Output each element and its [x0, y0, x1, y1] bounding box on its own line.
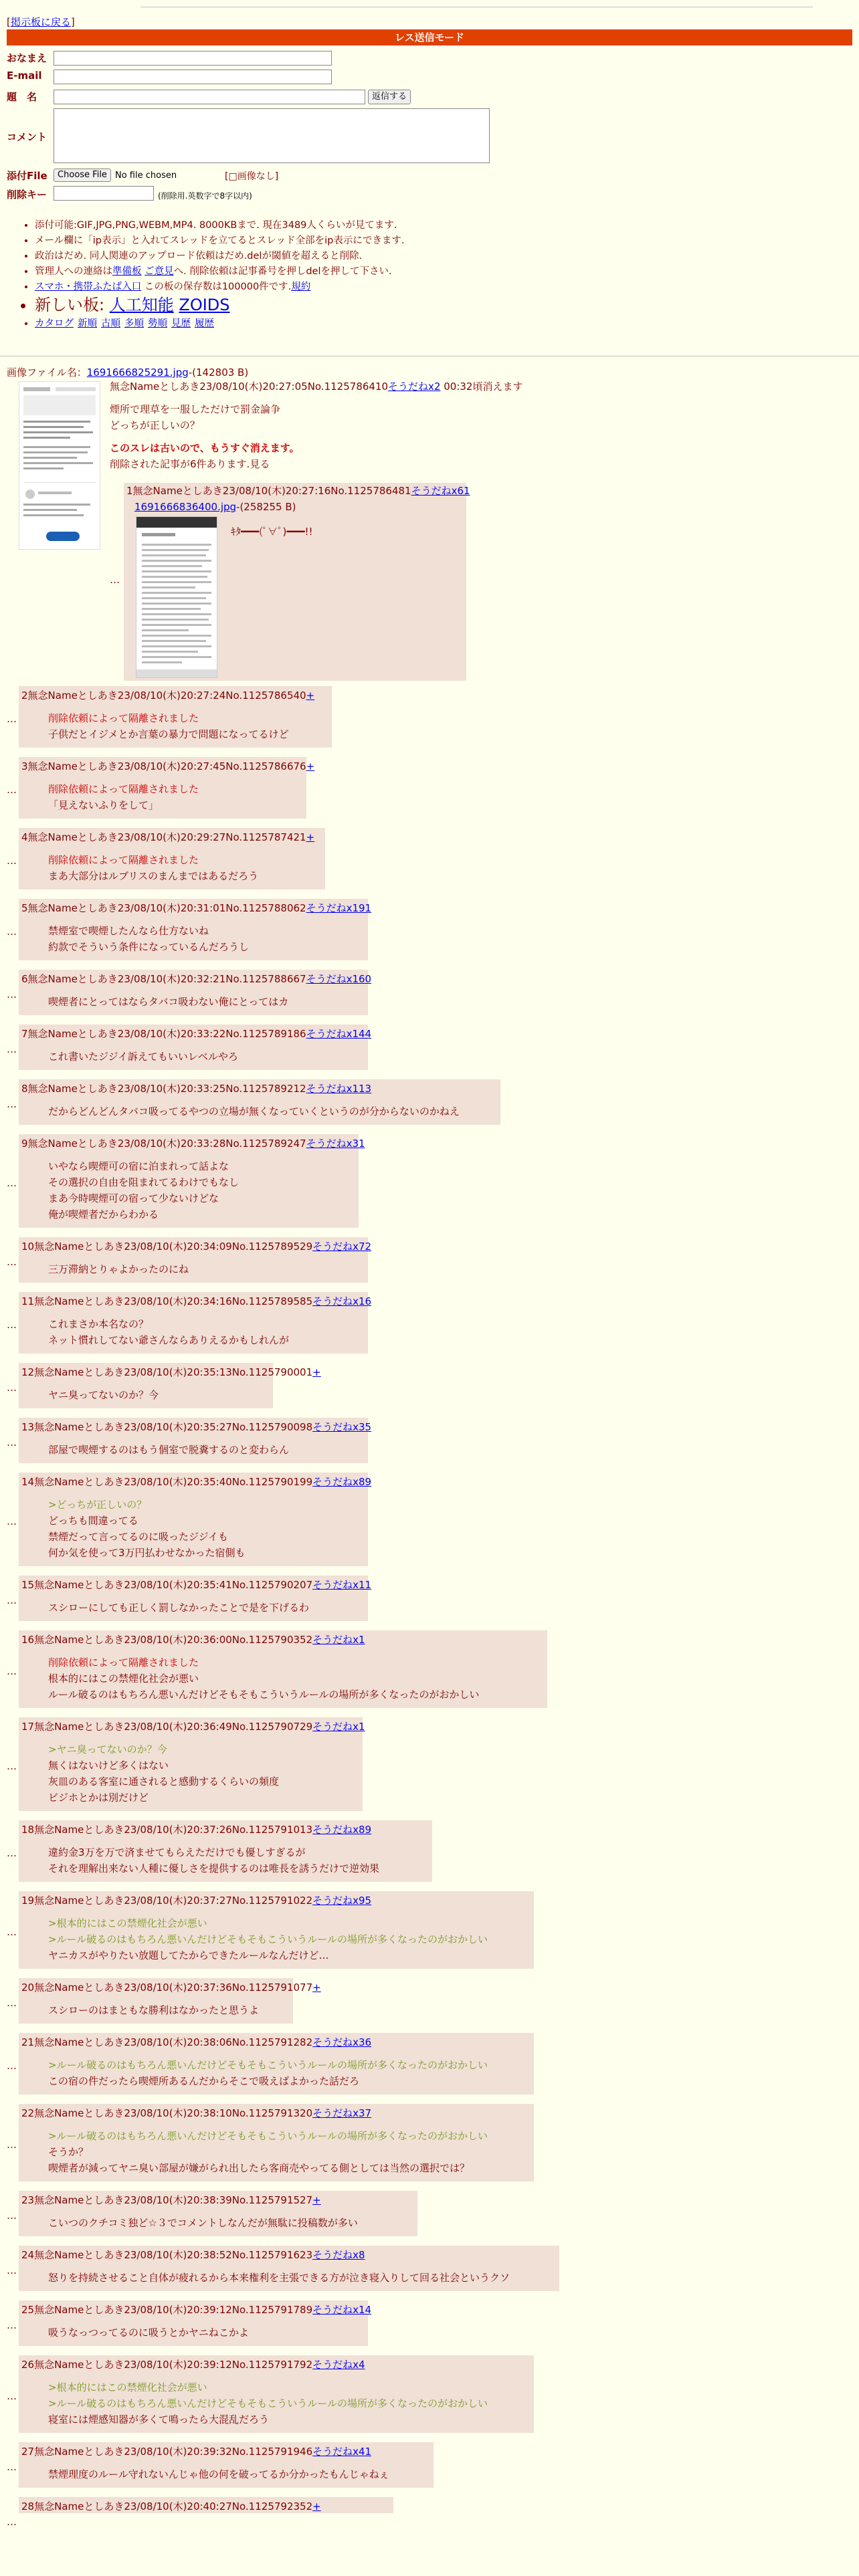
reply-line: 違約金3万を万で済ませてもらえただけでも優しすぎるが: [48, 1846, 306, 1858]
reply-line: これ書いたジジイ訴えてもいいレベルやろ: [48, 1051, 238, 1063]
reply-body: [48, 852, 322, 884]
new-board-item: • 新しい板: 人工知能 ZOIDS: [35, 295, 405, 316]
reply-header: 2無念Nameとしあき23/08/10(木)20:27:24No.1125786540+: [21, 689, 315, 702]
reply-line: ビジホとかは別だけど: [48, 1792, 149, 1804]
reply-header: 7無念Nameとしあき23/08/10(木)20:33:22No.1125789186そうだねx144: [21, 1028, 372, 1040]
reply-body: [48, 1915, 531, 1963]
no-image-checkbox[interactable]: [□画像なし]: [225, 171, 279, 182]
reply-body: [48, 2325, 365, 2341]
post-menu-icon[interactable]: …: [7, 1594, 17, 1606]
reply-line: 部屋で喫煙するのはもう個室で脱糞するのと変わらん: [48, 1444, 290, 1456]
reply-body: [48, 1261, 365, 1277]
reply-body: [48, 1600, 365, 1616]
reply-header: 21無念Nameとしあき23/08/10(木)20:38:06No.1125791282そうだねx36: [21, 2036, 372, 2048]
sort-new-link[interactable]: 新順: [78, 318, 97, 329]
sodane-button[interactable]: そうだねx113: [306, 1083, 372, 1095]
reply-header: 27無念Nameとしあき23/08/10(木)20:39:32No.1125791946そうだねx41: [21, 2446, 372, 2458]
reply-line: 俺が喫煙者だからわかる: [48, 1208, 159, 1220]
post-menu-icon[interactable]: …: [7, 2210, 17, 2222]
post-menu-icon[interactable]: …: [7, 2390, 17, 2402]
screenshot-thumbnail-icon: [136, 517, 217, 677]
reply-12: [19, 1363, 321, 1408]
op-line: どっちが正しいの？: [110, 419, 200, 431]
reply-10: [19, 1237, 372, 1283]
reply-14: [19, 1473, 372, 1566]
post-menu-icon[interactable]: …: [7, 1256, 17, 1268]
reply-16: [19, 1630, 547, 1708]
zoids-board-link[interactable]: ZOIDS: [179, 296, 230, 314]
reply-line: ヤニカスがやりたい放題してたからできたルールなんだけど…: [48, 1949, 329, 1961]
reply-body: [48, 994, 365, 1010]
rule-item: • 政治はだめ. 同人関連のアップロード依頼はだめ.delが閾値を超えると削除.: [35, 249, 405, 264]
reply-line: 禁煙だって言ってるのに吸ったジジイも: [48, 1531, 228, 1543]
op-sodane[interactable]: そうだねx2: [388, 381, 441, 393]
reply-header: 10無念Nameとしあき23/08/10(木)20:34:09No.1125789529そうだねx72: [21, 1241, 372, 1253]
reply-mode-bar: レス送信モード: [7, 29, 852, 45]
reply-file-link[interactable]: 1691666836400.jpg: [134, 501, 237, 513]
post-menu-icon[interactable]: …: [7, 1515, 17, 1527]
expire-warning: このスレは古いので、もうすぐ消えます。: [110, 442, 300, 454]
deleted-notice: 削除依頼によって隔離されました: [48, 1656, 199, 1669]
reply-21: [19, 2033, 534, 2095]
reply-line: 喫煙者にとってはならタバコ吸わない俺にとってはカ: [48, 996, 289, 1008]
reply-header: 24無念Nameとしあき23/08/10(木)20:38:52No.1125791623そうだねx8: [21, 2249, 365, 2261]
quote-line: >ルール破るのはもちろん悪いんだけどそもそもこういうルールの場所が多くなったのがおかしい: [48, 2130, 488, 2142]
post-menu-icon[interactable]: …: [7, 1043, 17, 1055]
reply-header: 25無念Nameとしあき23/08/10(木)20:39:12No.1125791789そうだねx14: [21, 2304, 372, 2316]
post-menu-icon[interactable]: …: [7, 1098, 17, 1110]
reply-line: 灰皿のある客室に通されると感動するくらいの頻度: [48, 1776, 280, 1788]
reply-body: [48, 1497, 365, 1561]
reply-line: 「見えないふりをして」: [48, 799, 159, 811]
sodane-button[interactable]: そうだねx191: [306, 902, 372, 914]
smartphone-link[interactable]: スマホ・携帯ふたば入口: [35, 282, 142, 292]
post-menu-icon[interactable]: …: [7, 2461, 17, 2473]
post-menu-icon[interactable]: …: [7, 1926, 17, 1938]
reply-line: 禁煙室で喫煙したんなら仕方ないね: [48, 925, 209, 937]
reply-line: 何か気を使って3万円払わせなかった宿側も: [48, 1547, 246, 1559]
reply-25: [19, 2300, 372, 2346]
reply-line: それを理解出来ない人種に優しさを提供するのは唯長を誘うだけで逆効果: [48, 1862, 380, 1874]
history-link[interactable]: 履歴: [195, 318, 214, 329]
sodane-button[interactable]: そうだねx41: [312, 2446, 372, 2458]
terms-link[interactable]: 規約: [291, 282, 311, 292]
sodane-button[interactable]: そうだねx14: [312, 2304, 372, 2316]
email-input[interactable]: [54, 70, 332, 84]
reply-body: [48, 2057, 531, 2089]
quote-line: >ルール破るのはもちろん悪いんだけどそもそもこういうルールの場所が多くなったのがおかしい: [48, 2397, 488, 2409]
reply-body: [48, 2128, 531, 2176]
file-label: 添付File: [7, 170, 47, 182]
reply-3: [19, 757, 315, 819]
reply-header: 4無念Nameとしあき23/08/10(木)20:29:27No.1125787421+: [21, 831, 315, 843]
quote-line: >根本的にはこの禁煙化社会が悪い: [48, 2381, 207, 2393]
post-menu-icon[interactable]: …: [7, 855, 17, 867]
name-label: おなまえ: [7, 52, 47, 64]
sort-momentum-link[interactable]: 勢順: [148, 318, 167, 329]
reply-header: 6無念Nameとしあき23/08/10(木)20:32:21No.1125788667そうだねx160: [21, 973, 372, 985]
name-input[interactable]: [54, 51, 332, 66]
quote-line: >根本的にはこの禁煙化社会が悪い: [48, 1917, 207, 1929]
reply-line: ネット慣れしてない爺さんならありえるかもしれんが: [48, 1334, 290, 1346]
reply-9: [19, 1134, 365, 1228]
post-menu-icon[interactable]: …: [7, 2139, 17, 2151]
sodane-button[interactable]: +: [306, 760, 315, 772]
reply-17: [19, 1717, 363, 1811]
reply-body: [48, 1442, 365, 1458]
post-menu-icon[interactable]: …: [7, 926, 17, 938]
rules-list: [35, 218, 405, 332]
rule-item: • 管理人への連絡は準備板 ご意見へ. 削除依頼は記事番号を押しdelを押して下さい.: [35, 264, 405, 280]
sort-many-link[interactable]: 多順: [124, 318, 144, 329]
file-status: No file chosen: [115, 171, 177, 181]
op-post: [110, 379, 779, 472]
reply-2: [19, 686, 332, 748]
sodane-button[interactable]: +: [306, 689, 315, 702]
reply-header: 11無念Nameとしあき23/08/10(木)20:34:16No.1125789585そうだねx16: [21, 1295, 372, 1307]
reply-header: 19無念Nameとしあき23/08/10(木)20:37:27No.1125791022そうだねx95: [21, 1895, 372, 1907]
reply-line: 禁煙理度のルール守れないんじゃ他の何を破ってるか分かったもんじゃねぇ: [48, 2468, 389, 2480]
reply-header: 18無念Nameとしあき23/08/10(木)20:37:26No.1125791013そうだねx89: [21, 1824, 372, 1836]
reply-line: 怒りを持続させること自体が疲れるから本来権利を主張できる方が泣き寝入りして回る社会というクソ: [48, 2272, 510, 2284]
reply-header: 20無念Nameとしあき23/08/10(木)20:37:36No.1125791077+: [21, 1981, 321, 1994]
reply-13: [19, 1418, 372, 1463]
reply-header: 13無念Nameとしあき23/08/10(木)20:35:27No.1125790098そうだねx35: [21, 1421, 372, 1433]
reply-file-info: 1691666836400.jpg-(258255 B): [134, 501, 296, 513]
post-menu-icon[interactable]: …: [7, 2264, 17, 2276]
reply-line: ヤニ臭ってないのか？今: [48, 1389, 159, 1401]
reply-body: [48, 1316, 365, 1348]
post-menu-icon[interactable]: …: [7, 1997, 17, 2009]
sodane-button[interactable]: そうだねx16: [312, 1295, 372, 1307]
reply-line: 根本的にはこの禁煙化社会が悪い: [48, 1673, 199, 1685]
reply-header: 23無念Nameとしあき23/08/10(木)20:38:39No.1125791527+: [21, 2194, 321, 2206]
comment-textarea[interactable]: [54, 108, 490, 163]
reply-header: 17無念Nameとしあき23/08/10(木)20:36:49No.1125790729そうだねx1: [21, 1721, 365, 1733]
reply-body: [48, 1654, 545, 1703]
sodane-button[interactable]: そうだねx61: [411, 485, 470, 497]
sodane-button[interactable]: そうだねx89: [312, 1476, 372, 1488]
reply-4: [19, 828, 325, 889]
reply-line: 無くはないけど多くはない: [48, 1759, 169, 1772]
sodane-button[interactable]: そうだねx36: [312, 2036, 372, 2048]
comment-label: コメント: [7, 131, 47, 143]
reply-line: 約款でそういう条件になっているんだろうし: [48, 941, 250, 953]
post-menu-icon[interactable]: …: [7, 1665, 17, 1677]
back-to-board-link[interactable]: 掲示板に戻る: [10, 16, 71, 28]
reply-header: 8無念Nameとしあき23/08/10(木)20:33:25No.1125789212そうだねx113: [21, 1083, 372, 1095]
reply-27: [19, 2442, 434, 2488]
reply-23: [19, 2191, 417, 2236]
reply-body: [48, 2215, 415, 2231]
sodane-button[interactable]: そうだねx31: [306, 1138, 365, 1150]
reply-line: 三万滞納とりゃよかったのにね: [48, 1263, 189, 1275]
reply-body: [48, 1844, 430, 1876]
reply-text: ｷﾀ━━━(ﾟ∀ﾟ)━━━!!: [231, 526, 313, 538]
reply-11: [19, 1292, 372, 1354]
reply-header: 1無念Nameとしあき23/08/10(木)20:27:16No.1125786481そうだねx61: [126, 485, 470, 497]
rule-item: • 添付可能:GIF,JPG,PNG,WEBM,MP4. 8000KBまで. 現在3489人くらいが見てます.: [35, 218, 405, 233]
reply-header: 16無念Nameとしあき23/08/10(木)20:36:00No.1125790352そうだねx1: [21, 1634, 365, 1646]
reply-body: [48, 1103, 498, 1119]
reply-thumbnail[interactable]: [136, 516, 217, 678]
reply-26: [19, 2355, 534, 2433]
reply-7: [19, 1025, 372, 1070]
reply-line: スシローのはまともな勝利はなかったと思うよ: [48, 2004, 260, 2016]
reply-line: だからどんどんタバコ吸ってるやつの立場が無くなっていくというのが分からないのかねえ: [48, 1105, 460, 1117]
delete-key-input[interactable]: [54, 186, 154, 201]
reply-18: [19, 1820, 432, 1882]
sodane-button[interactable]: +: [312, 2194, 321, 2206]
reply-line: そうか？: [48, 2146, 89, 2158]
reply-body: [48, 1049, 365, 1065]
reply-line: まあ大部分はルブリスのまんまではあるだろう: [48, 870, 259, 882]
sodane-button[interactable]: そうだねx11: [312, 1579, 372, 1591]
reply-5: [19, 899, 372, 960]
reply-20: [19, 1978, 321, 2024]
quote-line: >ルール破るのはもちろん悪いんだけどそもそもこういうルールの場所が多くなったのがおかしい: [48, 1933, 488, 1945]
sodane-button[interactable]: そうだねx35: [312, 1421, 372, 1433]
reply-line: ルール破るのはもちろん悪いんだけどそもそもこういうルールの場所が多くなったのがおかしい: [48, 1689, 480, 1701]
deleted-notice: 削除依頼によって隔離されました: [48, 712, 199, 724]
reply-line: スシローにしても正しく罰しなかったことで是を下げるわ: [48, 1602, 310, 1614]
quote-line: >ヤニ臭ってないのか？今: [48, 1743, 167, 1755]
catalog-item: [35, 316, 405, 332]
reply-line: 子供だとイジメとか言葉の暴力で問題になってるけど: [48, 728, 289, 740]
reply-19: [19, 1891, 534, 1969]
sodane-button[interactable]: そうだねx95: [312, 1895, 372, 1907]
post-menu-icon[interactable]: …: [7, 1382, 17, 1394]
email-label: E-mail: [7, 70, 42, 82]
sodane-button[interactable]: そうだねx1: [312, 1721, 365, 1733]
reply-line: これまさか本名なの？: [48, 1318, 149, 1330]
reply-6: [19, 970, 372, 1015]
reply-body: [48, 1741, 360, 1806]
back-nav: [掲示板に戻る]: [7, 16, 75, 28]
post-menu-icon[interactable]: …: [7, 1177, 17, 1189]
delete-key-label: 削除キー: [7, 189, 47, 201]
reply-header: 5無念Nameとしあき23/08/10(木)20:31:01No.1125788062そうだねx191: [21, 902, 372, 914]
op-thumbnail[interactable]: [19, 381, 100, 550]
reply-header: 28無念Nameとしあき23/08/10(木)20:40:27No.1125792352+: [21, 2500, 321, 2512]
reply-body: [48, 1387, 270, 1403]
ai-board-link[interactable]: 人工知能: [109, 296, 174, 314]
delete-key-note: (削除用.英数字で8字以内): [158, 191, 252, 201]
reply-line: どっちも間違ってる: [48, 1515, 138, 1527]
op-line: 煙所で理草を一服しただけで罰金論争: [110, 403, 281, 415]
reply-header: 12無念Nameとしあき23/08/10(木)20:35:13No.1125790001+: [21, 1366, 321, 1378]
quote-line: >どっちが正しいの？: [48, 1499, 147, 1511]
reply-line: 吸うなっつってるのに吸うとかヤニねこかよ: [48, 2327, 249, 2339]
sodane-button[interactable]: そうだねx144: [306, 1028, 372, 1040]
post-menu-icon[interactable]: …: [7, 1319, 17, 1331]
reply-1: [124, 483, 470, 681]
reply-header: 9無念Nameとしあき23/08/10(木)20:33:28No.1125789247そうだねx31: [21, 1138, 365, 1150]
subject-input[interactable]: [54, 90, 365, 104]
reply-line: こいつのクチコミ独ど☆３でコメントしなんだが無駄に投稿数が多い: [48, 2217, 358, 2229]
reply-body: [48, 781, 304, 813]
reply-line: その選択の自由を阻まれてるわけでもなし: [48, 1176, 240, 1188]
reply-22: [19, 2104, 534, 2181]
sodane-button[interactable]: そうだねx160: [306, 973, 372, 985]
reply-24: [19, 2246, 559, 2291]
post-menu-icon[interactable]: …: [7, 988, 17, 1000]
reply-line: この宿の件だったら喫煙所あるんだからそこで吸えばよかった話だろ: [48, 2075, 360, 2087]
post-menu-icon[interactable]: …: [7, 1436, 17, 1448]
quote-line: >ルール破るのはもちろん悪いんだけどそもそもこういうルールの場所が多くなったのがおかしい: [48, 2059, 488, 2071]
post-menu-icon[interactable]: …: [7, 784, 17, 796]
reply-8: [19, 1079, 500, 1125]
choose-file-button[interactable]: Choose File: [54, 169, 111, 182]
reply-header: 14無念Nameとしあき23/08/10(木)20:35:40No.1125790199そうだねx89: [21, 1476, 372, 1488]
sort-old-link[interactable]: 古順: [101, 318, 120, 329]
notice-board-link[interactable]: 準備板: [112, 266, 142, 277]
reply-header: 26無念Nameとしあき23/08/10(木)20:39:12No.1125791792そうだねx4: [21, 2359, 365, 2371]
reply-body: [48, 2466, 431, 2482]
op-file-link[interactable]: 1691666825291.jpg: [86, 366, 189, 379]
subject-label: 題 名: [7, 91, 37, 103]
reply-28: [19, 2497, 393, 2513]
sodane-button[interactable]: そうだねx37: [312, 2107, 372, 2119]
reply-line: 喫煙者が減ってヤニ臭い部屋が嫌がられ出したら客商売やってる側としては当然の選択では？: [48, 2162, 470, 2174]
reply-header: 15無念Nameとしあき23/08/10(木)20:35:41No.1125790207そうだねx11: [21, 1579, 372, 1591]
submit-button[interactable]: 返信する: [368, 90, 411, 104]
op-header: 無念Nameとしあき23/08/10(木)20:27:05No.1125786410そうだねx2 00:32頃消えます: [110, 381, 523, 393]
post-menu-icon[interactable]: …: [7, 2516, 17, 2528]
reply-line: まあ今時喫煙可の宿って少ないけどな: [48, 1192, 219, 1204]
reply-body: [48, 2270, 557, 2286]
seen-link[interactable]: 見歴: [171, 318, 191, 329]
sodane-button[interactable]: +: [312, 1366, 321, 1378]
reply-body: [48, 1158, 356, 1222]
sodane-button[interactable]: +: [312, 1981, 321, 1994]
deleted-notice: 削除依頼によって隔離されました: [48, 783, 199, 795]
post-menu-icon[interactable]: …: [7, 2319, 17, 2331]
omitted-notice[interactable]: 削除された記事が6件あります.見る: [110, 458, 270, 470]
post-menu-icon[interactable]: …: [110, 574, 120, 586]
deleted-notice: 削除依頼によって隔離されました: [48, 854, 199, 866]
rule-item: • スマホ・携帯ふたば入口 この板の保存数は100000件です.規約: [35, 280, 405, 295]
reply-body: [48, 923, 365, 955]
reply-line: いやなら喫煙可の宿に泊まれって話よな: [48, 1160, 229, 1172]
opinion-link[interactable]: ご意見: [145, 266, 174, 277]
post-menu-icon[interactable]: …: [7, 1847, 17, 1859]
post-menu-icon[interactable]: …: [7, 1760, 17, 1772]
reply-body: [48, 2379, 531, 2428]
screenshot-thumbnail-icon: [19, 382, 100, 549]
reply-body: [48, 710, 329, 742]
op-file-info: 画像ファイル名：1691666825291.jpg-(142803 B): [7, 366, 249, 379]
sodane-button[interactable]: そうだねx4: [312, 2359, 365, 2371]
rule-item: • メール欄に「ip表示」と入れてスレッドを立てるとスレッド全部をip表示にできます.: [35, 233, 405, 249]
sodane-button[interactable]: +: [306, 831, 315, 843]
sodane-button[interactable]: +: [312, 2500, 321, 2512]
reply-header: 22無念Nameとしあき23/08/10(木)20:38:10No.1125791320そうだねx37: [21, 2107, 372, 2119]
reply-header: 3無念Nameとしあき23/08/10(木)20:27:45No.1125786676+: [21, 760, 315, 772]
sodane-button[interactable]: そうだねx89: [312, 1824, 372, 1836]
reply-15: [19, 1576, 372, 1621]
post-menu-icon[interactable]: …: [7, 2060, 17, 2072]
sodane-button[interactable]: そうだねx72: [312, 1241, 372, 1253]
sodane-button[interactable]: そうだねx8: [312, 2249, 365, 2261]
post-menu-icon[interactable]: …: [7, 713, 17, 725]
catalog-link[interactable]: カタログ: [35, 318, 74, 329]
reply-body: [48, 2002, 290, 2018]
reply-line: 寝室には煙感知器が多くて鳴ったら大混乱だろう: [48, 2413, 270, 2426]
sodane-button[interactable]: そうだねx1: [312, 1634, 365, 1646]
